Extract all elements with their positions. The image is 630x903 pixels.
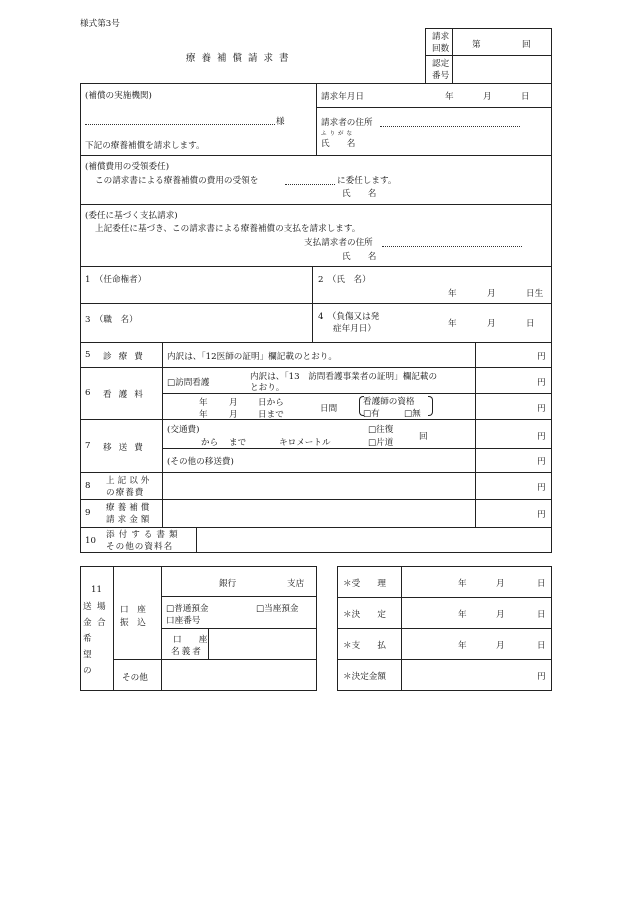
nursing-detail-2: とおり。: [250, 383, 285, 393]
name-field-label: 2 （氏 名）: [318, 275, 371, 285]
injury-day: 日: [526, 319, 535, 329]
row6-yen-2: 円: [537, 404, 546, 414]
remit-other-label: その他: [122, 673, 148, 683]
job-title-label: 3 （職 名）: [85, 315, 138, 325]
payment-address-label: 支払請求者の住所: [304, 238, 373, 248]
row6-num: 6: [85, 388, 91, 398]
row8-yen: 円: [537, 483, 546, 493]
period-month-1: 月: [229, 398, 238, 408]
paid-month: 月: [496, 641, 505, 651]
payment-text: 上記委任に基づき、この請求書による療養補償の支払を請求します。: [95, 224, 361, 234]
qual-yes-checkbox[interactable]: □有: [363, 409, 380, 419]
appointer-label: 1 （任命権者）: [85, 275, 147, 285]
injury-year: 年: [448, 319, 457, 329]
current-deposit-checkbox[interactable]: □当座預金: [256, 604, 299, 614]
account-number-label: 口座番号: [166, 616, 201, 626]
one-way-checkbox[interactable]: □片道: [368, 438, 394, 448]
received-year: 年: [458, 579, 467, 589]
branch-label: 支店: [287, 579, 305, 589]
decided-year: 年: [458, 610, 467, 620]
account-label-2: 振 込: [120, 618, 146, 628]
days-label: 日間: [320, 404, 338, 414]
period-month-2: 月: [229, 410, 238, 420]
dai-label: 第: [472, 40, 481, 50]
received-month: 月: [496, 579, 505, 589]
decided-day: 日: [537, 610, 546, 620]
kai-label: 回: [522, 40, 531, 50]
visit-nurse-checkbox[interactable]: □訪問看護: [167, 378, 210, 388]
decided-label: ＊決 定: [343, 610, 386, 620]
vlabel-char: 望: [83, 650, 92, 660]
row5-num: 5: [85, 350, 91, 360]
row10-num: 10: [85, 536, 96, 546]
form-number: 様式第3号: [80, 19, 120, 29]
delegation-text-post: に委任します。: [337, 176, 397, 186]
vlabel-char: 合: [97, 618, 106, 628]
delegation-text-pre: この請求書による療養補償の費用の受領を: [95, 176, 259, 186]
claimant-name-label: 氏 名: [321, 139, 356, 149]
account-label-1: 口 座: [120, 605, 146, 615]
paid-day: 日: [537, 641, 546, 651]
row7-yen-1: 円: [537, 432, 546, 442]
row8-num: 8: [85, 481, 91, 491]
form-title: 療養補償請求書: [186, 53, 295, 64]
provider-label: (補償の実施機関): [85, 91, 152, 101]
decided-amount-label: ＊決定金額: [343, 672, 386, 682]
other-medical-label-1: 上記以外: [106, 476, 153, 486]
qual-no-checkbox[interactable]: □無: [404, 409, 421, 419]
ordinary-deposit-checkbox[interactable]: □普通預金: [166, 604, 209, 614]
vlabel-char: の: [83, 666, 92, 676]
row9-num: 9: [85, 508, 91, 518]
row7-num: 7: [85, 441, 91, 451]
account-holder-label-2: 名義者: [171, 647, 203, 657]
nurse-qualification-label: 看護師の資格: [363, 397, 415, 407]
row6-yen-1: 円: [537, 378, 546, 388]
transport-cost-label: (交通費): [167, 425, 200, 435]
vlabel-char: 希: [83, 634, 92, 644]
claim-date-label: 請求年月日: [321, 92, 364, 102]
medical-fee-detail: 内訳は、「12医師の証明」欄記載のとおり。: [167, 352, 337, 362]
claim-day: 日: [521, 92, 530, 102]
other-transport-label: (その他の移送費): [167, 457, 234, 467]
km-label: キロメートル: [279, 438, 331, 448]
attachments-label-2: その他の資料名: [106, 542, 174, 552]
remit-num: 11: [91, 585, 102, 595]
account-holder-label-1: 口 座: [173, 635, 208, 645]
paid-label: ＊支 払: [343, 641, 386, 651]
received-label: ＊受 理: [343, 579, 386, 589]
to-label: まで: [229, 438, 247, 448]
sama-label: 様: [276, 117, 285, 127]
vlabel-char: 金: [83, 618, 92, 628]
address-label: 請求者の住所: [321, 118, 373, 128]
injury-date-label-1: 4 （負傷又は発: [318, 312, 380, 322]
payment-label: (委任に基づく支払請求): [85, 211, 178, 221]
other-medical-label-2: の療養費: [106, 488, 145, 498]
claim-amount-label-1: 療養補償: [106, 503, 153, 513]
claim-month: 月: [483, 92, 492, 102]
received-day: 日: [537, 579, 546, 589]
furigana-label: ふりがな: [321, 131, 356, 137]
nursing-detail-1: 内訳は、「13 訪問看護事業者の証明」欄記載の: [250, 372, 438, 382]
attachments-label-1: 添付する書類: [106, 530, 182, 540]
round-trip-checkbox[interactable]: □往復: [368, 425, 394, 435]
birth-year: 年: [448, 289, 457, 299]
medical-fee-label: 診療費: [103, 352, 150, 362]
claim-count-label: 請求回数: [432, 32, 450, 54]
nursing-fee-label: 看護料: [103, 390, 150, 400]
birth-month: 月: [487, 289, 496, 299]
row9-yen: 円: [537, 510, 546, 520]
transport-fee-label: 移送費: [103, 443, 150, 453]
injury-month: 月: [487, 319, 496, 329]
decided-amount-yen: 円: [537, 672, 546, 682]
paid-year: 年: [458, 641, 467, 651]
claim-amount-label-2: 請求金額: [106, 515, 153, 525]
birth-day: 日生: [526, 289, 544, 299]
row5-yen: 円: [537, 352, 546, 362]
delegation-name-label: 氏 名: [342, 189, 377, 199]
period-year-1: 年: [199, 398, 208, 408]
claim-year: 年: [445, 92, 454, 102]
times-label: 回: [419, 432, 428, 442]
injury-date-label-2: 症年月日）: [333, 324, 376, 334]
from-label: から: [201, 438, 219, 448]
remit-vertical-label: [83, 600, 113, 690]
decided-month: 月: [496, 610, 505, 620]
cert-no-label: 認定番号: [432, 59, 450, 81]
period-year-2: 年: [199, 410, 208, 420]
payment-name-label: 氏 名: [342, 252, 377, 262]
vlabel-char: 送: [83, 602, 92, 612]
period-from: 日から: [258, 398, 284, 408]
row7-yen-2: 円: [537, 457, 546, 467]
request-text: 下記の療養補償を請求します。: [85, 141, 205, 151]
period-to: 日まで: [258, 410, 284, 420]
bank-label: 銀行: [219, 579, 237, 589]
vlabel-char: 場: [97, 602, 106, 612]
delegation-label: (補償費用の受領委任): [85, 162, 170, 172]
